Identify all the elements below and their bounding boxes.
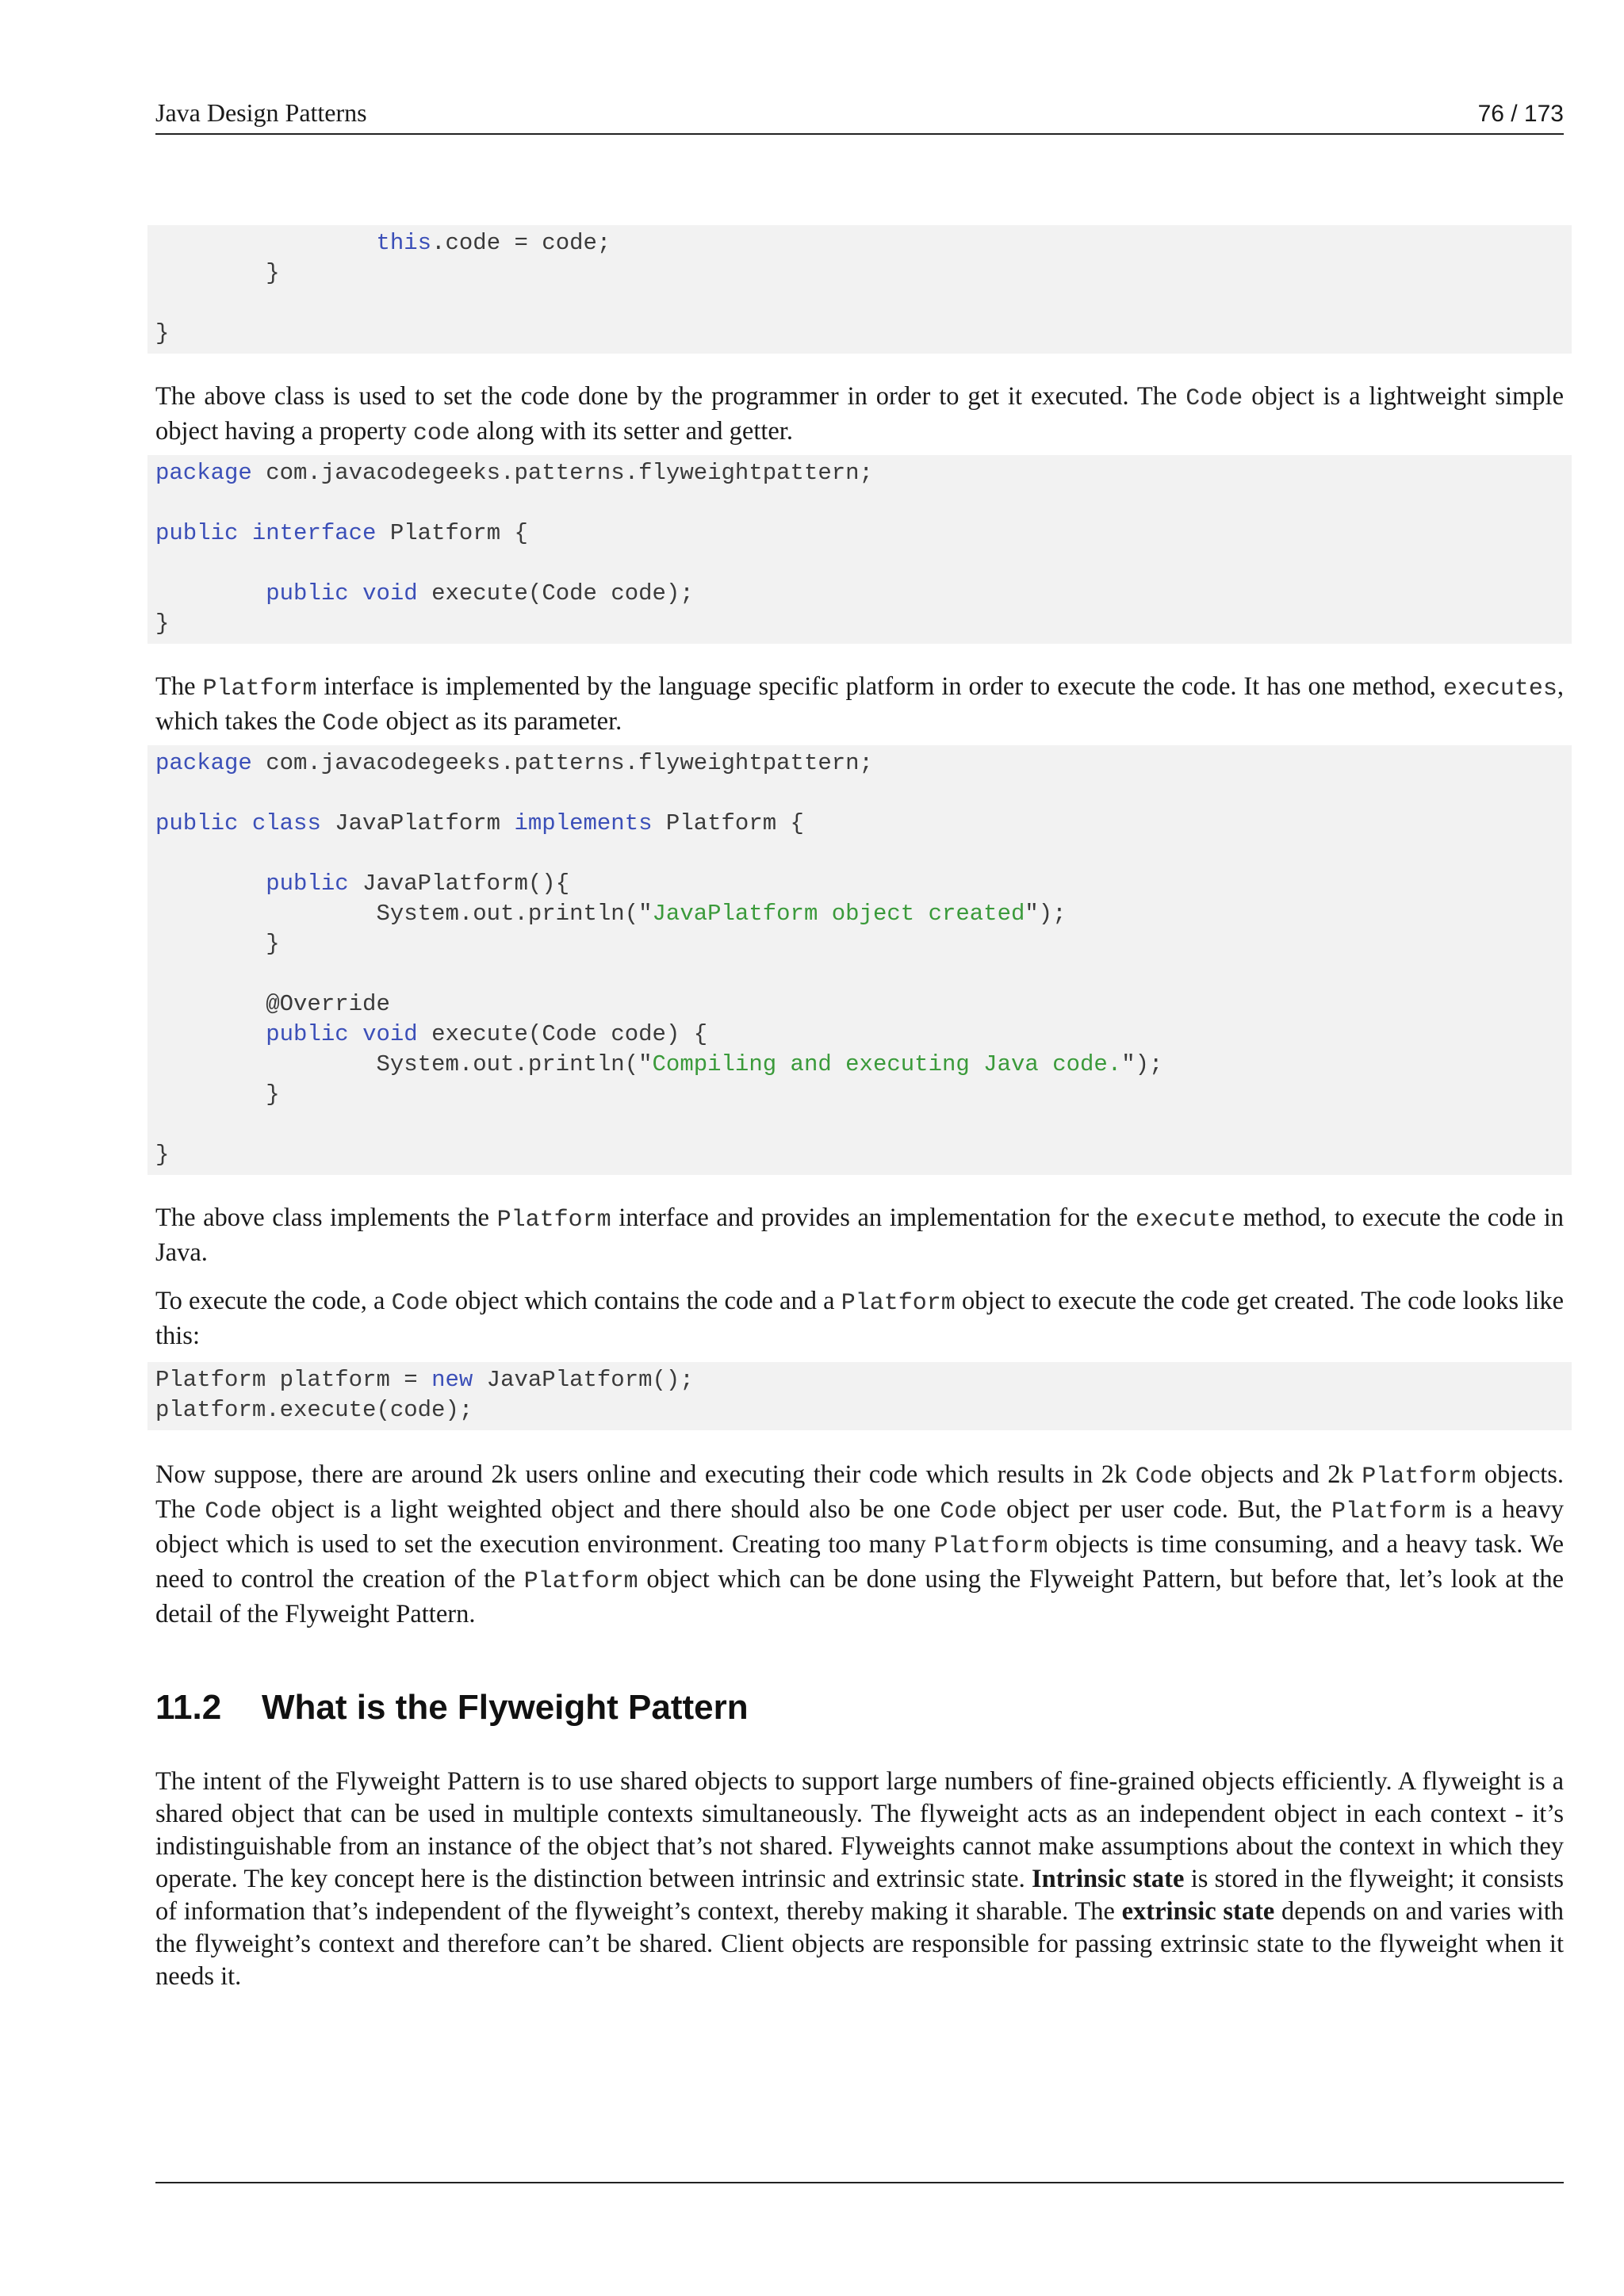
text-run: object which can be done using the Flyweight Pattern, but before that, let’s look at the detail of the Flyweight Pattern. xyxy=(155,1565,1564,1628)
code-text: } xyxy=(155,320,170,346)
code-line xyxy=(155,809,1564,839)
code-text: Platform platform = xyxy=(155,1367,432,1393)
bold-term: Intrinsic state xyxy=(1032,1865,1185,1893)
code-keyword: package xyxy=(155,460,252,486)
code-line xyxy=(155,1395,1564,1425)
code-text xyxy=(155,1021,266,1047)
inline-code: Platform xyxy=(1331,1498,1446,1525)
paragraph-java-platform xyxy=(155,1202,1564,1269)
text-run: , which takes the xyxy=(155,672,1565,736)
text-run: objects is time consuming, and a heavy task. We need to control the creation of the xyxy=(155,1530,1564,1594)
code-text: com.javacodegeeks.patterns.flyweightpattern; xyxy=(251,460,873,486)
text-run: interface is implemented by the language specific platform in order to execute the code. It has one method, xyxy=(316,672,1443,701)
code-keyword: this xyxy=(376,230,432,256)
code-line xyxy=(155,1140,1564,1170)
page-body xyxy=(155,0,1564,1993)
code-keyword: package xyxy=(155,750,252,776)
code-line xyxy=(155,1080,1564,1110)
text-run: The xyxy=(155,672,203,701)
code-line xyxy=(155,289,1564,319)
code-keyword: implements xyxy=(514,810,653,836)
code-text: @Override xyxy=(155,991,390,1017)
inline-code: Code xyxy=(391,1290,449,1317)
code-line xyxy=(155,869,1564,899)
code-text: System.out.println(" xyxy=(155,901,653,927)
code-line xyxy=(155,929,1564,959)
code-text: JavaPlatform(){ xyxy=(348,871,570,897)
code-line xyxy=(155,899,1564,929)
code-text xyxy=(155,871,266,897)
code-keyword: public xyxy=(266,1021,349,1047)
code-line xyxy=(155,549,1564,579)
code-block-code-class-end xyxy=(147,225,1572,354)
code-line xyxy=(155,1020,1564,1050)
inline-code: Platform xyxy=(202,675,317,702)
inline-code: code xyxy=(412,420,470,447)
inline-code: Platform xyxy=(496,1207,611,1234)
code-text: } xyxy=(155,931,280,957)
inline-code: Code xyxy=(205,1498,262,1525)
code-line xyxy=(155,1050,1564,1080)
text-run: The above class is used to set the code done by the programmer in order to get it executed. The xyxy=(155,382,1186,411)
code-text: Platform { xyxy=(652,810,804,836)
code-keyword: public xyxy=(155,520,239,546)
code-line xyxy=(155,488,1564,519)
text-run: object to execute the code get created. The code looks like this: xyxy=(155,1287,1565,1350)
text-run: object is a lightweight simple object having a property xyxy=(155,382,1564,446)
code-line xyxy=(155,519,1564,549)
code-block-platform-interface xyxy=(147,455,1572,644)
inline-code: Platform xyxy=(841,1290,956,1317)
inline-code: Code xyxy=(1135,1464,1193,1490)
text-run: object which contains the code and a xyxy=(448,1287,841,1315)
section-number: 11.2 xyxy=(155,1688,222,1727)
text-run: Now suppose, there are around 2k users online and executing their code which results in 2k xyxy=(155,1460,1136,1489)
code-text: "); xyxy=(1025,901,1067,927)
text-run: object as its parameter. xyxy=(379,707,622,736)
inline-code: Code xyxy=(1185,385,1243,412)
text-run: interface and provides an implementation for the xyxy=(611,1203,1136,1232)
code-line xyxy=(155,748,1564,779)
code-keyword: public xyxy=(266,871,349,897)
code-text: System.out.println(" xyxy=(155,1051,653,1077)
code-text: execute(Code code) { xyxy=(417,1021,708,1047)
code-text: } xyxy=(155,1081,280,1108)
code-text: JavaPlatform xyxy=(320,810,515,836)
document-title: Java Design Patterns xyxy=(155,98,367,127)
code-line xyxy=(155,579,1564,609)
code-line xyxy=(155,779,1564,809)
inline-code: execute xyxy=(1136,1207,1236,1234)
text-run: depends on and varies with the flyweight’s context and therefore can’t be shared. Client objects are responsible for passing extrinsic state to the flyweight when it needs it. xyxy=(155,1897,1565,1991)
code-text: } xyxy=(155,610,170,637)
section-title: What is the Flyweight Pattern xyxy=(262,1688,749,1727)
code-string: JavaPlatform object created xyxy=(652,901,1025,927)
code-line xyxy=(155,1110,1564,1140)
code-text xyxy=(238,810,251,836)
section-heading xyxy=(155,1686,1564,1729)
code-text xyxy=(349,580,362,607)
code-line xyxy=(155,319,1564,349)
text-run: object per user code. But, the xyxy=(997,1495,1331,1524)
paragraph-flyweight-intent xyxy=(155,1766,1564,1993)
inline-code: Platform xyxy=(1362,1464,1477,1490)
code-line xyxy=(155,989,1564,1020)
code-text: } xyxy=(155,260,280,286)
inline-code: Platform xyxy=(523,1568,638,1595)
page-number: 76 / 173 xyxy=(1477,101,1564,127)
code-string: Compiling and executing Java code. xyxy=(652,1051,1122,1077)
code-text: } xyxy=(155,1142,170,1168)
paragraph-code-object xyxy=(155,381,1564,450)
inline-code: executes xyxy=(1442,675,1557,702)
code-text: com.javacodegeeks.patterns.flyweightpattern; xyxy=(251,750,873,776)
text-run: along with its setter and getter. xyxy=(469,417,793,446)
code-line xyxy=(155,458,1564,488)
code-text xyxy=(349,1021,362,1047)
code-text xyxy=(155,230,376,256)
text-run: objects and 2k xyxy=(1192,1460,1362,1489)
code-line xyxy=(155,258,1564,289)
code-keyword: public xyxy=(155,810,239,836)
inline-code: Code xyxy=(940,1498,998,1525)
code-line xyxy=(155,609,1564,639)
code-text: platform.execute(code); xyxy=(155,1397,473,1423)
code-keyword: public xyxy=(266,580,349,607)
footer-rule xyxy=(155,2182,1564,2183)
code-block-java-platform xyxy=(147,745,1572,1175)
code-text: Platform { xyxy=(376,520,528,546)
code-text: execute(Code code); xyxy=(417,580,694,607)
code-text: "); xyxy=(1121,1051,1163,1077)
code-keyword: interface xyxy=(251,520,377,546)
code-keyword: void xyxy=(362,580,418,607)
code-block-usage xyxy=(147,1362,1572,1430)
inline-code: Code xyxy=(322,710,380,737)
code-keyword: new xyxy=(431,1367,473,1393)
code-line xyxy=(155,1365,1564,1395)
inline-code: Platform xyxy=(933,1533,1048,1560)
text-run: method, to execute the code in Java. xyxy=(155,1203,1565,1267)
code-text: JavaPlatform(); xyxy=(473,1367,694,1393)
paragraph-platform-interface xyxy=(155,671,1564,740)
paragraph-2k-users xyxy=(155,1459,1564,1631)
code-keyword: void xyxy=(362,1021,418,1047)
code-keyword: class xyxy=(251,810,321,836)
text-run: The above class implements the xyxy=(155,1203,497,1232)
text-run: The intent of the Flyweight Pattern is to use shared objects to support large numbers of fine-grained objects efficiently. A flyweight is a shared object that can be used in multiple contexts simultaneously. The flyweight acts as an independent object in each context - it’s indistinguishable from an instance of the object that’s not shared. Flyweights cannot make assumptions about the context in which they operate. The key concept here is the distinction between intrinsic and extrinsic state. xyxy=(155,1767,1564,1893)
text-run: To execute the code, a xyxy=(155,1287,392,1315)
text-run: objects. The xyxy=(155,1460,1564,1524)
code-line xyxy=(155,228,1564,258)
paragraph-execute-code xyxy=(155,1285,1564,1353)
code-text: .code = code; xyxy=(431,230,611,256)
text-run: is stored in the flyweight; it consists of information that’s independent of the flyweight’s context, thereby making it sharable. The xyxy=(155,1865,1564,1926)
bold-term: extrinsic state xyxy=(1121,1897,1275,1926)
code-line xyxy=(155,839,1564,869)
code-text xyxy=(238,520,251,546)
code-line xyxy=(155,959,1564,989)
code-text xyxy=(155,580,266,607)
text-run: is a heavy object which is used to set the execution environment. Creating too many xyxy=(155,1495,1564,1559)
text-run: object is a light weighted object and there should also be one xyxy=(262,1495,940,1524)
